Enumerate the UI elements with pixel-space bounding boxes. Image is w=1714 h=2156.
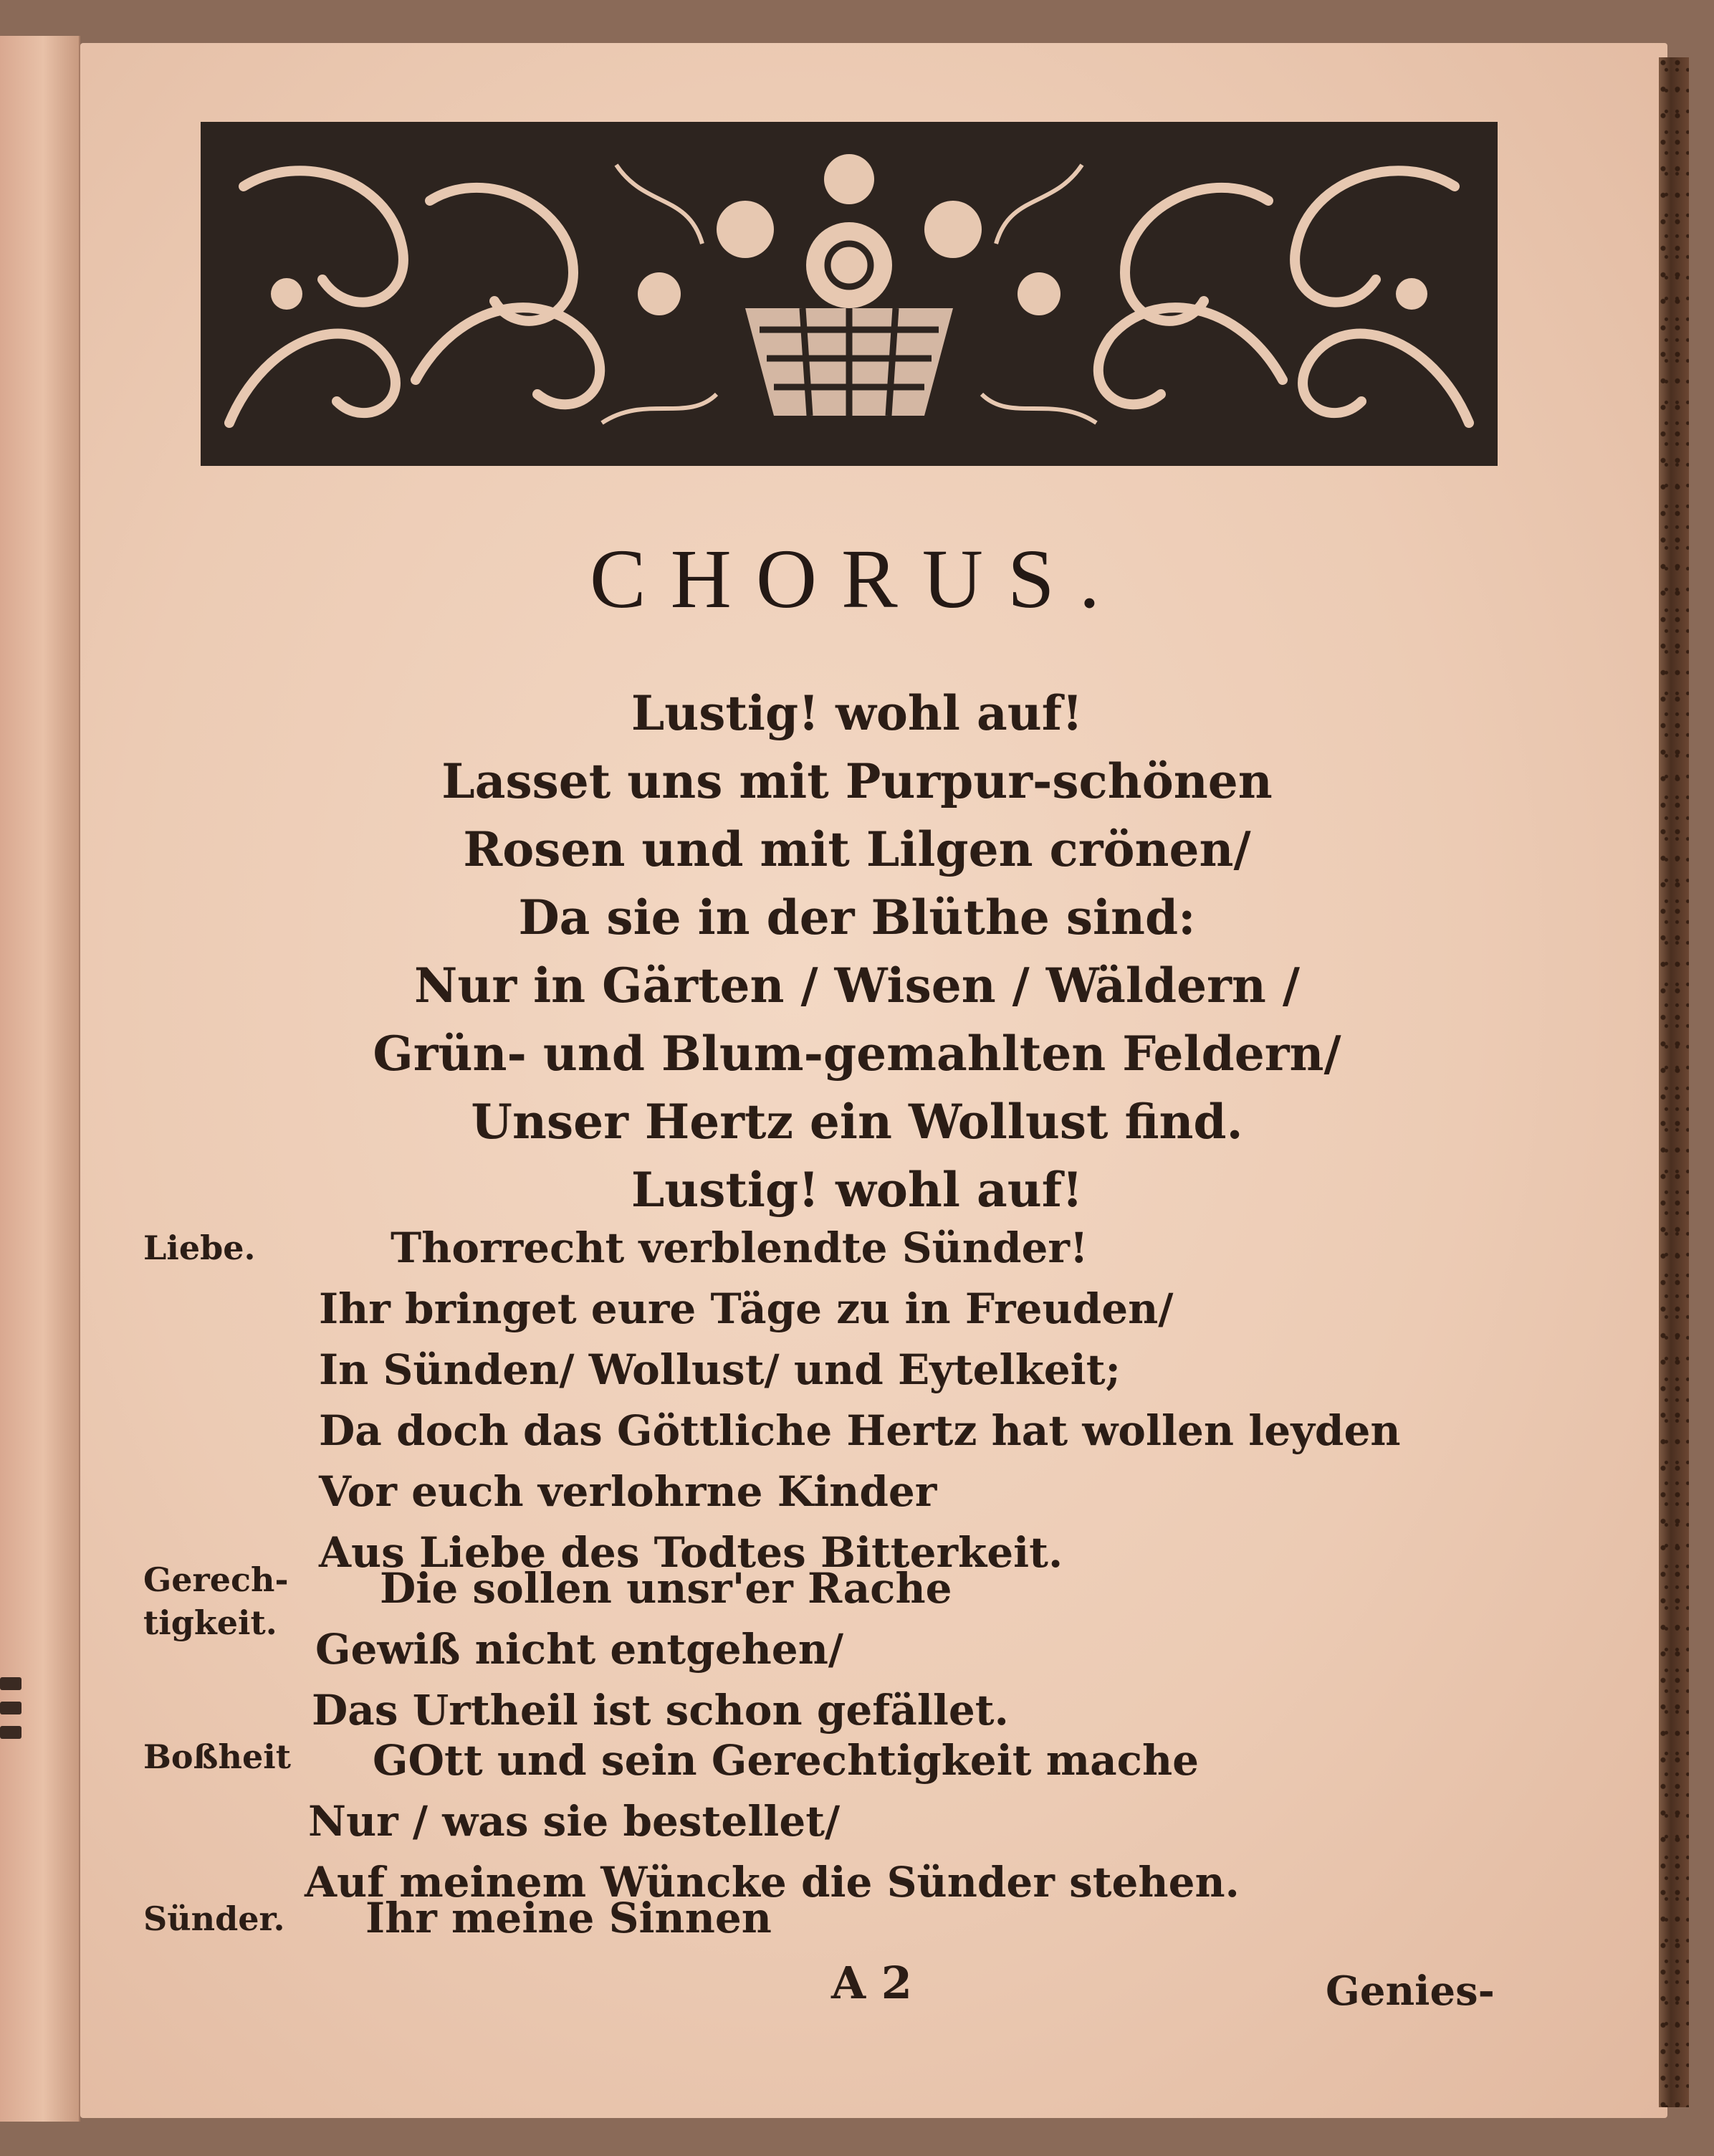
binding-edge: [1659, 57, 1689, 2107]
speaker-bossheit: Boßheit: [143, 1737, 291, 1776]
chorus-line-1: Lustig! wohl auf!: [631, 685, 1083, 741]
speaker-gerechtigkeit-part-2: tigkeit.: [143, 1603, 277, 1642]
chorus-line-3: Rosen und mit Lilgen crönen/: [463, 821, 1251, 877]
chorus-line-7: Unser Hertz ein Wollust find.: [471, 1094, 1243, 1150]
dialogue-line-2: Ihr bringet eure Täge zu in Freuden/: [319, 1284, 1174, 1333]
speaker-gerechtigkeit-part-1: Gerech-: [143, 1560, 289, 1599]
dialogue-line-7: Die sollen unsr'er Rache: [380, 1564, 952, 1613]
chorus-line-8: Lustig! wohl auf!: [631, 1162, 1083, 1218]
chorus-line-2: Lasset uns mit Purpur-schönen: [441, 753, 1273, 809]
dialogue-line-11: Nur / was sie bestellet/: [308, 1797, 841, 1846]
floral-headpiece-ornament: [201, 122, 1498, 466]
dialogue-line-5: Vor euch verlohrne Kinder: [319, 1467, 937, 1516]
dialogue-line-13: Ihr meine Sinnen: [365, 1894, 772, 1942]
chorus-line-4: Da sie in der Blüthe sind:: [518, 889, 1196, 945]
dialogue-line-10: GOtt und sein Gerechtigkeit mache: [373, 1736, 1200, 1785]
chorus-title: CHORUS.: [589, 532, 1125, 626]
chorus-line-6: Grün- und Blum-gemahlten Feldern/: [373, 1026, 1341, 1082]
speaker-suender: Sünder.: [143, 1899, 285, 1938]
speaker-liebe: Liebe.: [143, 1229, 256, 1267]
dialogue-line-6: Aus Liebe des Todtes Bitterkeit.: [319, 1528, 1063, 1577]
catchword: Genies-: [1326, 1967, 1495, 2015]
signature-mark: A 2: [831, 1957, 912, 2009]
dialogue-line-1: Thorrecht verblendte Sünder!: [391, 1224, 1088, 1272]
left-page-ink-marks: [0, 1677, 21, 1742]
dialogue-line-12: Auf meinem Wüncke die Sünder stehen.: [305, 1858, 1240, 1907]
dialogue-line-4: Da doch das Göttliche Hertz hat wollen leyden: [319, 1406, 1401, 1455]
chorus-line-5: Nur in Gärten / Wisen / Wäldern /: [414, 958, 1300, 1013]
dialogue-line-3: In Sünden/ Wollust/ und Eytelkeit;: [319, 1345, 1121, 1394]
dialogue-line-8: Gewiß nicht entgehen/: [315, 1625, 844, 1674]
dialogue-line-9: Das Urtheil ist schon gefället.: [312, 1686, 1009, 1735]
